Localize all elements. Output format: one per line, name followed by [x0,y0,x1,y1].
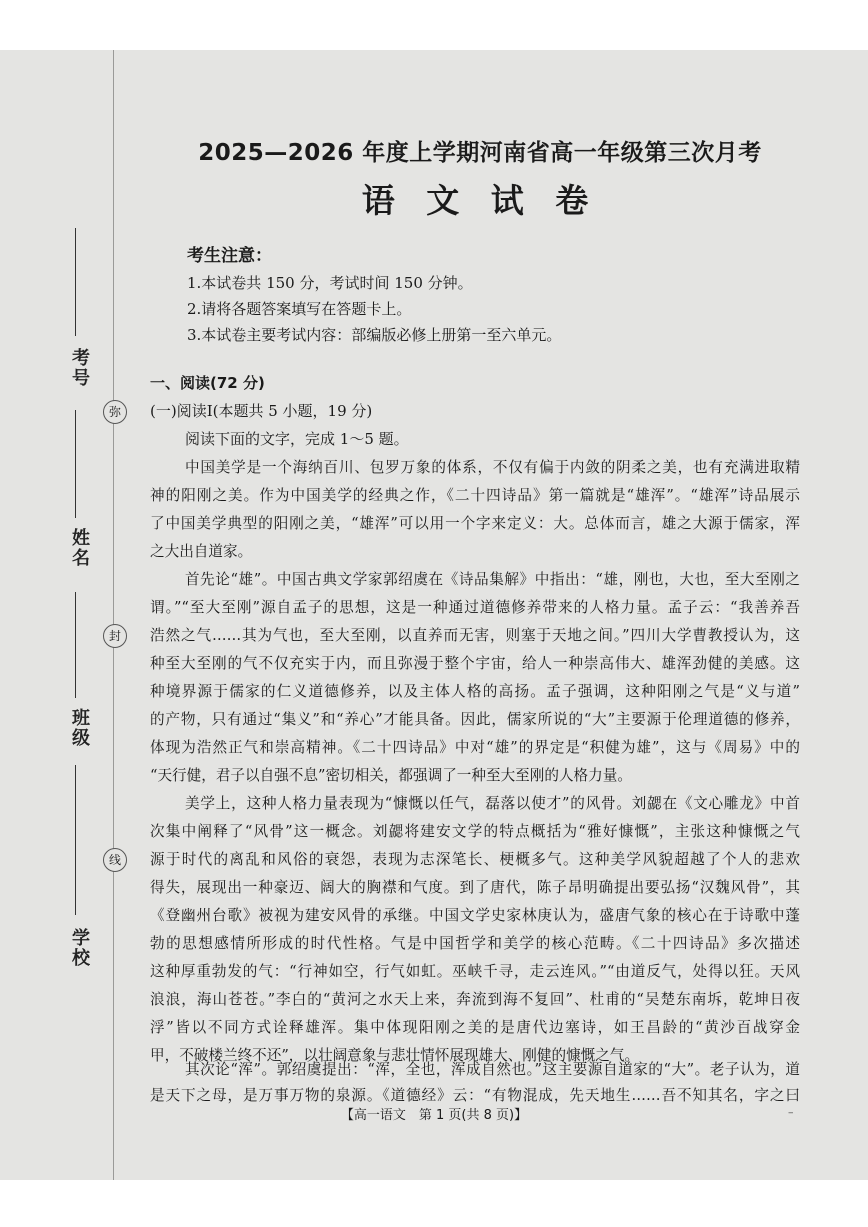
notice-item: 2.请将各题答案填写在答题卡上。 [187,300,412,318]
side-label-name: 姓名 [69,528,90,568]
passage-line: 《登幽州台歌》被视为建安风骨的承继。中国文学史家林庚认为，盛唐气象的核心在于诗歌中蓬 [150,907,800,924]
side-label-school: 学校 [69,928,90,968]
seal-mark-feng: 封 [103,624,127,648]
passage-line: 其次论“浑”。郭绍虞提出：“浑，全也，浑成自然也。”这主要源自道家的“大”。老子认为，道 [185,1061,800,1078]
notice-heading: 考生注意： [187,246,272,266]
binding-margin-line [113,50,114,1180]
passage-line: 浩然之气……其为气也，至大至刚，以直养而无害，则塞于天地之间。”四川大学曹教授认为，这 [150,627,800,644]
footer-mark: – [788,1106,794,1119]
passage-line: 美学上，这种人格力量表现为“慷慨以任气，磊落以使才”的风骨。刘勰在《文心雕龙》中首 [185,795,800,812]
passage-line: 甲，不破楼兰终不还”，以壮阔意象与悲壮情怀展现雄大、刚健的慷慨之气。 [150,1047,640,1064]
passage-line: 浪浪，海山苍苍。”李白的“黄河之水天上来，奔流到海不复回”、杜甫的“吴楚东南坼，乾坤日夜 [150,991,800,1008]
passage-line: 首先论“雄”。中国古典文学家郭绍虞在《诗品集解》中指出：“雄，刚也，大也，至大至刚之 [185,571,800,588]
exam-title: 2025—2026 年度上学期河南省高一年级第三次月考 [198,140,762,166]
page-footer: 【高一语文 第 1 页(共 8 页)】 [340,1108,528,1123]
passage-line: 浮”皆以不同方式诠释雄浑。集中体现阳刚之美的是唐代边塞诗，如王昌龄的“黄沙百战穿金 [150,1019,800,1036]
passage-line: 得失，展现出一种豪迈、阔大的胸襟和气度。到了唐代，陈子昂明确提出要弘扬“汉魏风骨”，其 [150,879,800,896]
section-heading: 一、阅读(72 分) [150,374,265,392]
side-label-exam-number: 考号 [69,348,90,388]
passage-line: 谓。”“至大至刚”源自孟子的思想，这是一种通过道德修养带来的人格力量。孟子云：“我善养吾 [150,599,800,616]
passage-line: “天行健，君子以自强不息”密切相关，都强调了一种至大至刚的人格力量。 [150,767,632,784]
passage-line: 次集中阐释了“风骨”这一概念。刘勰将建安文学的特点概括为“雅好慷慨”，主张这种慷慨之气 [150,823,800,840]
class-fill-line [75,592,76,698]
passage-line: 源于时代的离乱和风俗的衰怨，表现为志深笔长、梗概多气。这种美学风貌超越了个人的悲欢 [150,851,800,868]
passage-line: 了中国美学典型的阳刚之美，“雄浑”可以用一个字来定义：大。总体而言，雄之大源于儒家，浑 [150,515,800,532]
passage-line: 的产物，只有通过“集义”和“养心”才能具备。因此，儒家所说的“大”主要源于伦理道德的修养， [150,711,800,728]
exam-number-fill-line [75,228,76,336]
subsection-heading: (一)阅读Ⅰ(本题共 5 小题，19 分) [150,402,373,420]
passage-line: 中国美学是一个海纳百川、包罗万象的体系，不仅有偏于内敛的阴柔之美，也有充满进取精 [185,459,800,476]
school-fill-line [75,765,76,915]
passage-line: 是天下之母，是万事万物的泉源。《道德经》云：“有物混成，先天地生……吾不知其名，字之曰 [150,1087,800,1104]
exam-subject-title: 语 文 试 卷 [361,181,599,220]
notice-item: 1.本试卷共 150 分，考试时间 150 分钟。 [187,274,473,292]
side-label-class: 班级 [69,708,90,748]
passage-line: 之大出自道家。 [150,543,253,560]
seal-mark-mi: 弥 [103,400,127,424]
seal-mark-xian: 线 [103,848,127,872]
passage-line: 神的阳刚之美。作为中国美学的经典之作，《二十四诗品》第一篇就是“雄浑”。“雄浑”诗品展示 [150,487,800,504]
passage-line: 种境界源于儒家的仁义道德修养，以及主体人格的高扬。孟子强调，这种阳刚之气是“义与道” [150,683,800,700]
name-fill-line [75,410,76,518]
passage-line: 种至大至刚的气不仅充实于内，而且弥漫于整个宇宙，给人一种崇高伟大、雄浑劲健的美感。这 [150,655,800,672]
passage-line: 体现为浩然正气和崇高精神。《二十四诗品》中对“雄”的界定是“积健为雄”，这与《周易》中的 [150,739,800,756]
notice-item: 3.本试卷主要考试内容：部编版必修上册第一至六单元。 [187,326,562,344]
reading-instruction: 阅读下面的文字，完成 1～5 题。 [185,430,409,448]
passage-line: 勃的思想感情所形成的时代性格。气是中国哲学和美学的核心范畴。《二十四诗品》多次描述 [150,935,800,952]
passage-line: 这种厚重勃发的气：“行神如空，行气如虹。巫峡千寻，走云连风。”“由道反气，处得以狂。天风 [150,963,800,980]
